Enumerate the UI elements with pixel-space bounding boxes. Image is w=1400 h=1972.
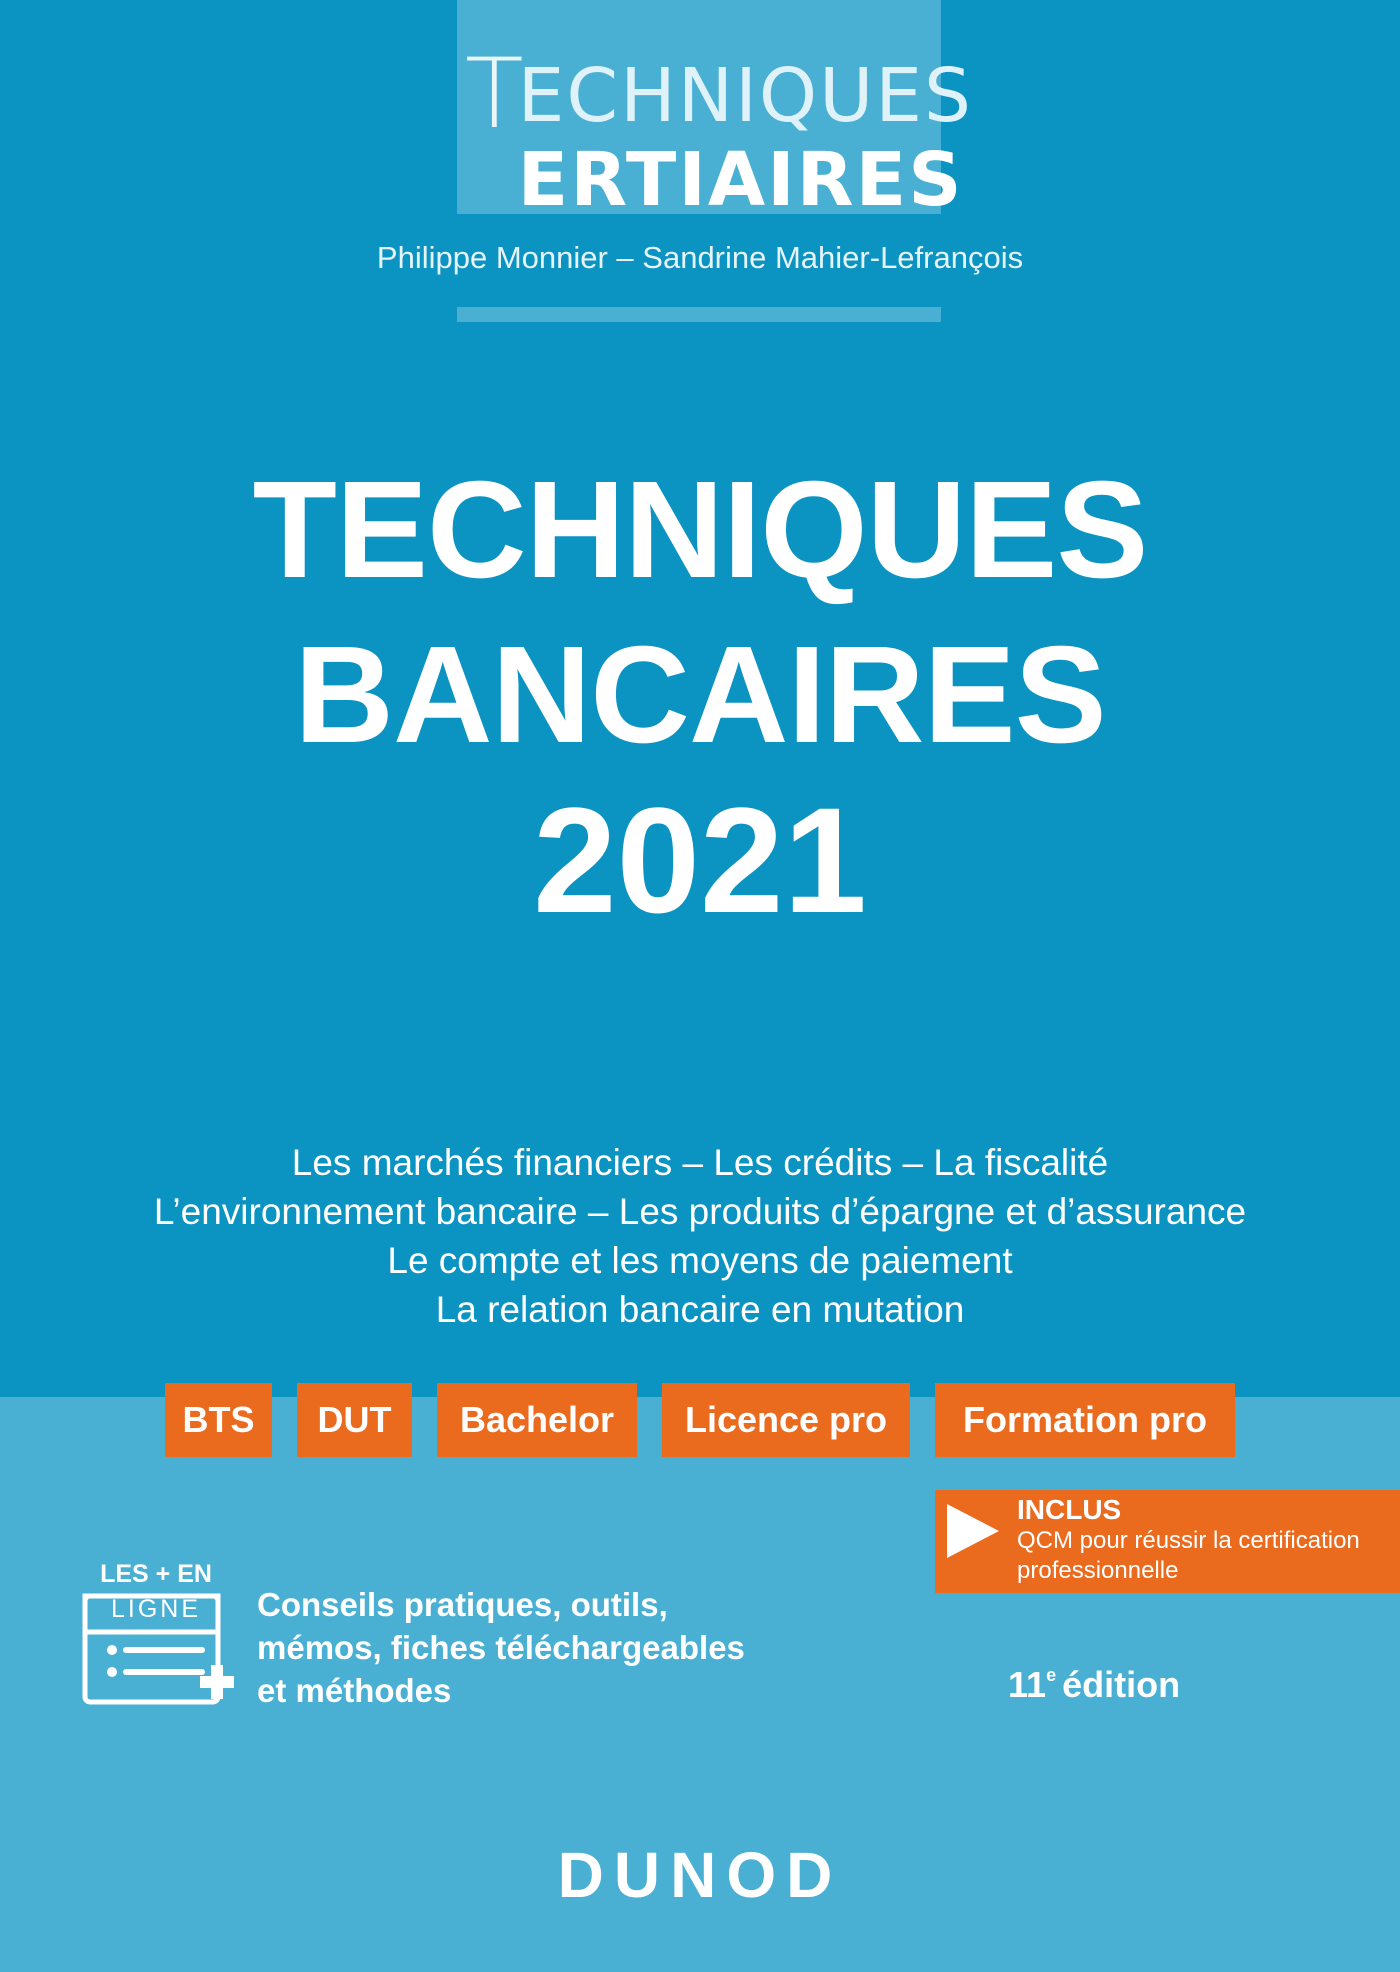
series-logo-word-2: ERTIAIRES	[517, 137, 964, 223]
online-badge	[86, 1560, 226, 1624]
level-tag-licence-pro: Licence pro	[662, 1383, 910, 1457]
authors: Philippe Monnier – Sandrine Mahier-Lefrançois	[376, 240, 1024, 275]
topics-list	[0, 1138, 1400, 1334]
included-banner	[935, 1490, 1400, 1593]
online-badge-bottom: LIGNE	[110, 1595, 202, 1623]
topic-line: L’environnement bancaire – Les produits d’épargne et d’assurance	[153, 1191, 1247, 1232]
edition-word: édition	[1062, 1664, 1181, 1705]
book-title-year: 2021	[533, 776, 867, 944]
play-triangle-icon	[947, 1504, 999, 1558]
edition-suffix: e	[1046, 1665, 1057, 1685]
included-heading: INCLUS	[1017, 1494, 1122, 1525]
level-tag-bts: BTS	[165, 1383, 272, 1457]
edition-number: 11	[1008, 1664, 1047, 1705]
book-title-line-1: TECHNIQUES	[252, 453, 1148, 607]
online-text-line: et méthodes	[257, 1672, 452, 1709]
series-logo-line-1	[457, 38, 974, 150]
edition-label	[1008, 1664, 1180, 1706]
online-resources-text	[257, 1583, 857, 1712]
book-title-line-2: BANCAIRES	[294, 618, 1106, 772]
series-logo-word-1: ECHNIQUES	[517, 53, 974, 139]
publisher-logo: DUNOD	[557, 1839, 843, 1911]
online-text-line: mémos, fiches téléchargeables	[257, 1629, 745, 1666]
level-tag-dut: DUT	[297, 1383, 412, 1457]
series-logo	[457, 0, 974, 223]
online-text-line: Conseils pratiques, outils,	[257, 1586, 668, 1623]
topic-line: La relation bancaire en mutation	[435, 1289, 965, 1330]
level-tags	[0, 1383, 1400, 1457]
author-divider	[457, 307, 941, 322]
series-logo-initial: T	[465, 38, 526, 150]
series-logo-line-2	[457, 132, 964, 223]
topic-line: Les marchés financiers – Les crédits – La fiscalité	[291, 1142, 1109, 1183]
topic-line: Le compte et les moyens de paiement	[387, 1240, 1013, 1281]
level-tag-bachelor: Bachelor	[437, 1383, 637, 1457]
included-text: QCM pour réussir la certification professionnelle	[1017, 1527, 1360, 1584]
online-badge-top: LES + EN	[100, 1560, 212, 1588]
level-tag-formation-pro: Formation pro	[935, 1383, 1235, 1457]
